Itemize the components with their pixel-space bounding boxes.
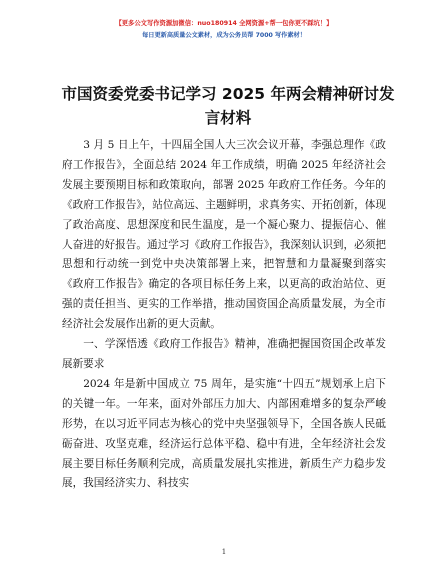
section-heading-1: 一、学深悟透《政府工作报告》精神，准确把握国资国企改革发展新要求	[62, 338, 386, 370]
paragraph-section-1: 2024 年是新中国成立 75 周年，是实施“十四五”规划承上启下的关键一年。一年来，面对外部压力加大、内部困难增多的复杂严峻形势，在以习近平同志为核心的党中央坚强领导下，全国各族人民砥砺奋进、攻坚克难，经济运行总体平稳、稳中有进，全年经济社会发展主要目标任务顺利完成，高质量发展扎实推进，新质生产力稳步发展，我国经济实力、科技实	[62, 377, 386, 490]
promo-banner-line-1: 【更多公文写作资源加微信：nuo180914 全网资源+帮一包你更不踩坑！】	[115, 20, 333, 27]
document-body	[62, 136, 386, 494]
paragraph-intro: 3 月 5 日上午，十四届全国人大三次会议开幕，李强总理作《政府工作报告》，全面总结 2024 年工作成绩，明确 2025 年经济社会发展主要预期目标和政策取向，部署 2025 年政府工作任务。今年的《政府工作报告》，站位高远、主题鲜明，求真务实、开拓创新，体现了政治高度、思想深度和民生温度，是一个凝心聚力、提振信心、催人奋进的好报告。通过学习《政府工作报告》，我深刻认识到，必须把思想和行动统一到党中央决策部署上来，把智慧和力量凝聚到落实《政府工作报告》确定的各项目标任务上来，以更高的政治站位、更强的责任担当、更实的工作举措，推动国资国企高质量发展，为全市经济社会发展作出新的更大贡献。	[62, 139, 386, 331]
promo-banner-line-2: 每日更新高质量公文素材，成为公务员帮 7000 写作素材！	[142, 32, 306, 39]
document-title: 市国资委党委书记学习 2025 年两会精神研讨发言材料	[61, 85, 395, 127]
page-number: 1	[221, 548, 227, 556]
